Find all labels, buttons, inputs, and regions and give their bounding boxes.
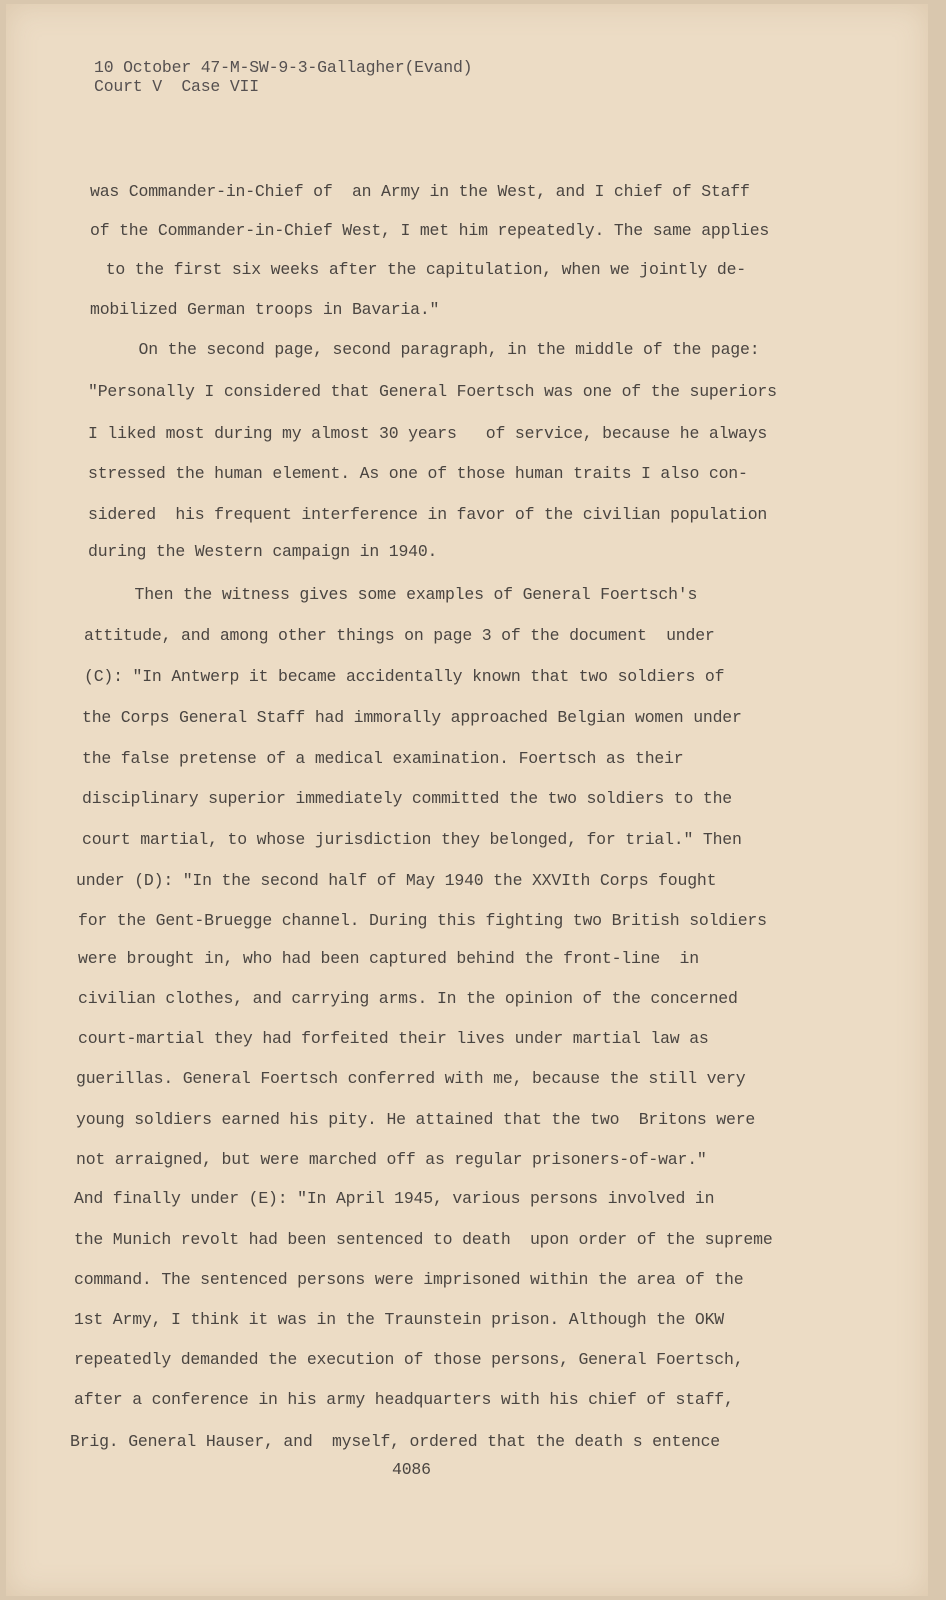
text-line: for the Gent-Bruegge channel. During this fighting two British soldiers (78, 911, 767, 930)
text-line: to the first six weeks after the capitulation, when we jointly de- (96, 260, 747, 279)
document-page (6, 4, 928, 1596)
text-line: And finally under (E): "In April 1945, various persons involved in (74, 1189, 715, 1208)
header-reference: 10 October 47-M-SW-9-3-Gallagher(Evand) (94, 58, 473, 77)
text-line: court martial, to whose jurisdiction they belonged, for trial." Then (82, 830, 742, 849)
text-line: attitude, and among other things on page 3 of the document under (84, 626, 715, 645)
text-line: command. The sentenced persons were imprisoned within the area of the (74, 1270, 744, 1289)
text-line: during the Western campaign in 1940. (88, 542, 438, 561)
text-line: I liked most during my almost 30 years of service, because he always (88, 424, 768, 443)
text-line: sidered his frequent interference in favor of the civilian population (88, 505, 768, 524)
text-line: On the second page, second paragraph, in the middle of the page: (90, 340, 760, 359)
header-court-case: Court V Case VII (94, 77, 259, 96)
text-line: the Corps General Staff had immorally approached Belgian women under (82, 708, 742, 727)
text-line: the Munich revolt had been sentenced to death upon order of the supreme (74, 1230, 773, 1249)
text-line: Brig. General Hauser, and myself, ordered that the death s entence (70, 1432, 721, 1451)
text-line: not arraigned, but were marched off as regular prisoners-of-war." (76, 1150, 707, 1169)
text-line: under (D): "In the second half of May 1940 the XXVIth Corps fought (76, 871, 717, 890)
text-line: was Commander-in-Chief of an Army in the West, and I chief of Staff (90, 182, 750, 201)
text-line: (C): "In Antwerp it became accidentally known that two soldiers of (84, 667, 725, 686)
text-line: stressed the human element. As one of those human traits I also con- (88, 464, 748, 483)
text-line: 1st Army, I think it was in the Traunstein prison. Although the OKW (74, 1310, 725, 1329)
text-line: Then the witness gives some examples of General Foertsch's (86, 585, 698, 604)
text-line: court-martial they had forfeited their lives under martial law as (78, 1029, 709, 1048)
text-line: of the Commander-in-Chief West, I met him repeatedly. The same applies (90, 221, 770, 240)
text-line: civilian clothes, and carrying arms. In the opinion of the concerned (78, 989, 738, 1008)
text-line: after a conference in his army headquarters with his chief of staff, (74, 1390, 734, 1409)
text-line: "Personally I considered that General Foertsch was one of the superiors (88, 382, 777, 401)
text-line: were brought in, who had been captured behind the front-line in (78, 949, 699, 968)
text-line: guerillas. General Foertsch conferred with me, because the still very (76, 1069, 746, 1088)
text-line: repeatedly demanded the execution of those persons, General Foertsch, (74, 1350, 744, 1369)
text-line: mobilized German troops in Bavaria." (90, 300, 440, 319)
text-line: the false pretense of a medical examination. Foertsch as their (82, 749, 684, 768)
text-line: young soldiers earned his pity. He attained that the two Britons were (76, 1110, 756, 1129)
page-number: 4086 (392, 1460, 431, 1479)
text-line: disciplinary superior immediately committed the two soldiers to the (82, 789, 733, 808)
